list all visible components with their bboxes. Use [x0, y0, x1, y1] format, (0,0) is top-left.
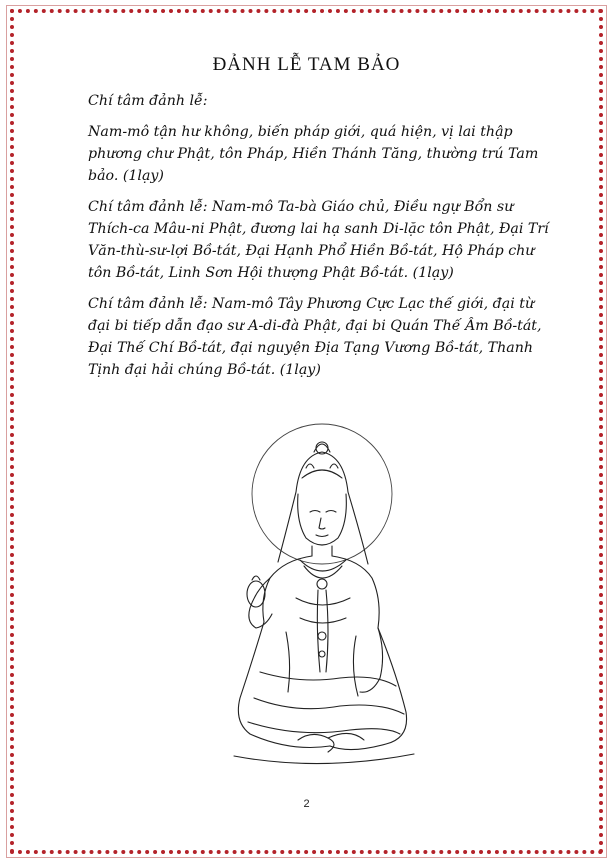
- page-title: ĐẢNH LỄ TAM BẢO: [212, 54, 401, 75]
- page-number: 2: [303, 798, 310, 810]
- paragraph-4: Chí tâm đảnh lễ: Nam-mô Tây Phương Cực Lạc thế giới, đại từ đại bi tiếp dẫn đạo sư A-di-đà Phật, đại bi Quán Thế Âm Bồ-tát, Đại Thế Chí Bồ-tát, đại nguyện Địa Tạng Vương Bồ-tát, Thanh Tịnh đại hải chúng Bồ-tát. (1lạy): [88, 296, 542, 378]
- bodhisattva-line-drawing-icon: [200, 422, 440, 782]
- paragraph-1: Chí tâm đảnh lễ:: [88, 93, 208, 109]
- text-body: [88, 90, 558, 390]
- paragraph-2: Nam-mô tận hư không, biến pháp giới, quá hiện, vị lai thập phương chư Phật, tôn Pháp, Hiền Thánh Tăng, thường trú Tam bảo. (1lạy): [88, 124, 539, 184]
- paragraph-3: Chí tâm đảnh lễ: Nam-mô Ta-bà Giáo chủ, Điều ngự Bổn sư Thích-ca Mâu-ni Phật, đương lai hạ sanh Di-lặc tôn Phật, Đại Trí Văn-thù-sư-lợi Bồ-tát, Đại Hạnh Phổ Hiền Bồ-tát, Hộ Pháp chư tôn Bồ-tát, Linh Sơn Hội thượng Phật Bồ-tát. (1lạy): [88, 199, 549, 281]
